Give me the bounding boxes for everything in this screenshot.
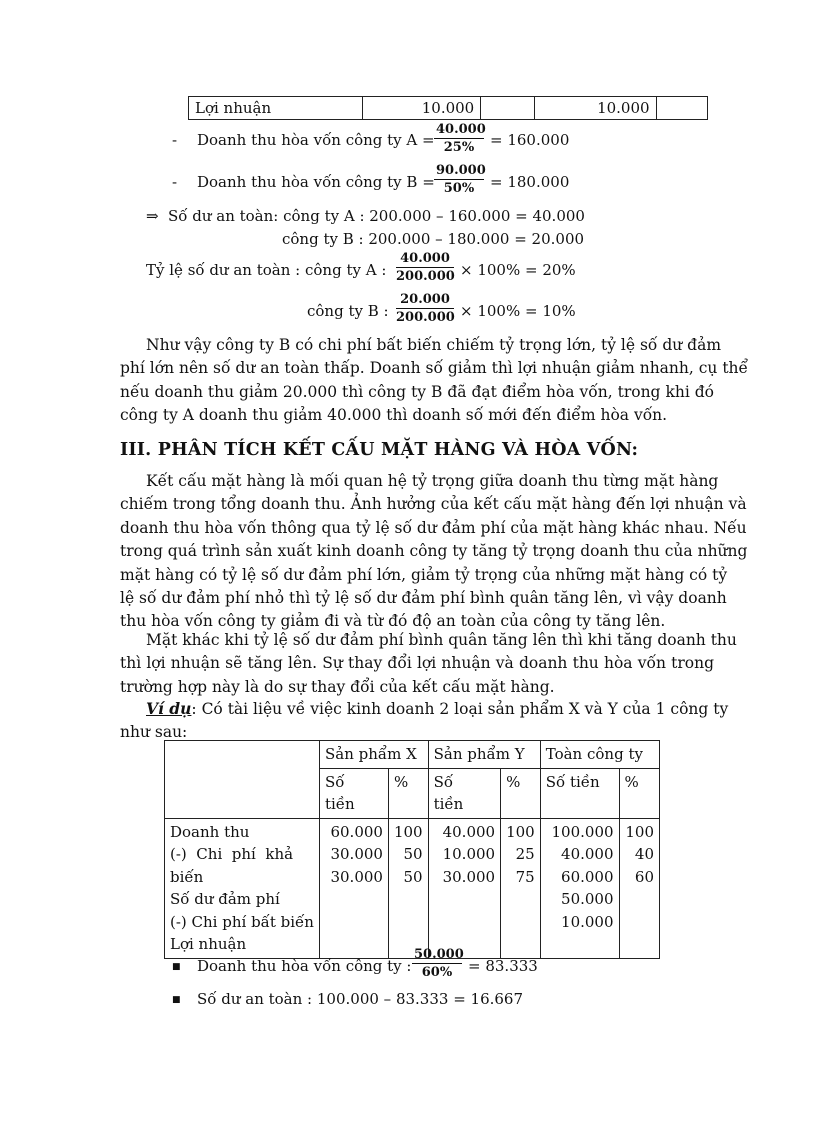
table-cell-value: 100 xyxy=(393,822,423,841)
table-cell-value: 75 xyxy=(515,867,535,886)
fraction-numerator: 20.000 xyxy=(396,292,454,309)
subheader-amount-x xyxy=(319,768,388,818)
subheader-text: Số xyxy=(324,772,345,791)
fraction-denominator: 200.000 xyxy=(396,269,455,284)
breakeven-b-label: Doanh thu hòa vốn công ty B = xyxy=(197,173,435,191)
subheader-pct-total: % xyxy=(619,768,659,818)
dash-marker: - xyxy=(172,173,178,191)
table-cell-value: 10.000 xyxy=(442,845,496,863)
table-row xyxy=(165,741,660,769)
subheader-text: tiền xyxy=(324,795,355,813)
breakeven-a-result: = 160.000 xyxy=(490,131,570,149)
text-line: Mặt khác khi tỷ lệ số dư đảm phí bình quân tăng lên thì khi tăng doanh thu xyxy=(146,631,737,649)
pct-x-cell xyxy=(388,818,428,958)
bullet-square-icon: ■ xyxy=(172,995,181,1005)
header-product-x: Sản phẩm X xyxy=(319,741,428,769)
table-row xyxy=(189,97,708,120)
subheader-amount-total: Số tiền xyxy=(540,768,619,818)
ratio-b-fraction xyxy=(396,292,454,325)
pct-total-cell xyxy=(619,818,659,958)
row-label: Doanh thu xyxy=(170,822,250,841)
safety-line-a: Số dư an toàn: công ty A : 200.000 – 160.000 = 40.000 xyxy=(168,207,585,225)
subheader-pct-y: % xyxy=(501,768,541,818)
fraction-numerator: 50.000 xyxy=(414,947,464,962)
example-label: Ví dụ xyxy=(146,699,192,718)
table-cell-value: 50.000 xyxy=(561,890,614,908)
text-line: trường hợp này là do sự thay đổi của kết cấu mặt hàng. xyxy=(120,677,555,696)
row-label: Số dư đảm phí xyxy=(170,890,280,908)
text-line: doanh thu hòa vốn thông qua tỷ lệ số dư đảm phí của mặt hàng khác nhau. Nếu xyxy=(120,518,747,537)
text-line: thì lợi nhuận sẽ tăng lên. Sự thay đổi lợi nhuận và doanh thu hòa vốn trong xyxy=(120,654,714,673)
text-line: công ty A doanh thu giảm 40.000 thì doanh số mới đến điểm hòa vốn. xyxy=(120,406,668,425)
text-line: trong quá trình sản xuất kinh doanh công ty tăng tỷ trọng doanh thu của những xyxy=(120,542,748,561)
row-label: biến xyxy=(170,867,204,886)
table-cell-value: 40.000 xyxy=(561,845,614,863)
text-line: Như vậy công ty B có chi phí bất biến chiếm tỷ trọng lớn, tỷ lệ số dư đảm xyxy=(146,336,722,354)
text-line: chiếm trong tổng doanh thu. Ảnh hưởng của kết cấu mặt hàng đến lợi nhuận và xyxy=(120,495,747,514)
fraction-denominator: 25% xyxy=(443,140,475,155)
profit-value-a: 10.000 xyxy=(363,97,481,120)
table-cell-value: 60.000 xyxy=(561,867,614,886)
table-cell-value: 50 xyxy=(403,867,423,886)
fraction-numerator: 40.000 xyxy=(436,122,486,137)
header-total: Toàn công ty xyxy=(540,741,659,769)
text-line: như sau: xyxy=(120,723,188,742)
example-intro xyxy=(120,697,729,745)
ratio-b-result: × 100% = 10% xyxy=(460,302,576,320)
implies-arrow-icon: ⇒ xyxy=(146,207,159,225)
pct-y-cell xyxy=(501,818,541,958)
table-cell-value: 100 xyxy=(625,822,654,841)
table-cell-value: 50 xyxy=(403,845,423,863)
table-cell-value: 40.000 xyxy=(442,822,496,841)
fraction-numerator: 40.000 xyxy=(396,251,454,268)
amount-total-cell xyxy=(540,818,619,958)
breakeven-a-fraction xyxy=(434,122,484,155)
fraction-denominator: 50% xyxy=(443,181,475,196)
product-table xyxy=(164,740,660,959)
table-row xyxy=(165,818,660,958)
amount-x-cell xyxy=(319,818,388,958)
ratio-label-b: công ty B : xyxy=(307,302,389,320)
breakeven-b-fraction xyxy=(434,163,484,196)
table-cell-value: 10.000 xyxy=(561,912,614,931)
row-label: (-) Chi phí bất biến xyxy=(170,912,314,931)
bullet-square-icon: ■ xyxy=(172,962,181,972)
breakeven-a-label: Doanh thu hòa vốn công ty A = xyxy=(197,131,435,149)
safety-line-b: công ty B : 200.000 – 180.000 = 20.000 xyxy=(282,230,585,248)
paragraph-product-mix xyxy=(120,470,748,634)
empty-cell xyxy=(481,97,534,120)
profit-label: Lợi nhuận xyxy=(189,97,363,120)
paragraph-conclusion xyxy=(120,334,749,428)
empty-header-cell xyxy=(165,741,320,819)
subheader-text: tiền xyxy=(433,795,464,813)
row-labels-cell xyxy=(165,818,320,958)
row-label: Lợi nhuận xyxy=(170,935,247,953)
breakeven-b-result: = 180.000 xyxy=(490,173,570,191)
table-cell-value: 100 xyxy=(506,822,535,841)
ratio-a-fraction xyxy=(396,251,454,284)
section-heading: III. PHÂN TÍCH KẾT CẤU MẶT HÀNG VÀ HÒA VỐN: xyxy=(120,440,639,460)
text-line xyxy=(120,697,729,721)
text-line: Kết cấu mặt hàng là mối quan hệ tỷ trọng giữa doanh thu từng mặt hàng xyxy=(146,472,719,490)
text-line: nếu doanh thu giảm 20.000 thì công ty B đã đạt điểm hòa vốn, trong khi đó xyxy=(120,382,714,401)
text-line: lệ số dư đảm phí nhỏ thì tỷ lệ số dư đảm phí bình quân tăng lên, vì vậy doanh xyxy=(120,589,727,608)
fraction-denominator: 200.000 xyxy=(396,310,455,325)
bullet-breakeven-fraction xyxy=(412,947,462,980)
table-cell-value: 25 xyxy=(515,845,535,863)
amount-y-cell xyxy=(428,818,500,958)
dash-marker: - xyxy=(172,131,178,149)
bullet-breakeven-result: = 83.333 xyxy=(468,957,538,975)
bullet-safety-margin: Số dư an toàn : 100.000 – 83.333 = 16.667 xyxy=(197,990,524,1008)
example-text: : Có tài liệu về việc kinh doanh 2 loại sản phẩm X và Y của 1 công ty xyxy=(191,700,729,718)
bullet-breakeven-label: Doanh thu hòa vốn công ty : xyxy=(197,957,412,975)
profit-value-b: 10.000 xyxy=(534,97,656,120)
table-cell-value: 30.000 xyxy=(330,867,383,886)
paragraph-other xyxy=(120,629,737,699)
row-label: (-) Chi phí khả xyxy=(170,845,294,863)
text-line: mặt hàng có tỷ lệ số dư đảm phí lớn, giảm tỷ trọng của những mặt hàng có tỷ xyxy=(120,565,728,584)
table-cell-value: 30.000 xyxy=(442,867,496,886)
table-cell-value: 30.000 xyxy=(330,845,383,863)
subheader-amount-y xyxy=(428,768,500,818)
text-line: phí lớn nên số dư an toàn thấp. Doanh số giảm thì lợi nhuận giảm nhanh, cụ thể xyxy=(120,359,749,378)
subheader-text: Số xyxy=(433,772,454,791)
header-product-y: Sản phẩm Y xyxy=(428,741,540,769)
text-line: thu hòa vốn công ty giảm đi và từ đó độ an toàn của công ty tăng lên. xyxy=(120,612,666,631)
ratio-label-a: Tỷ lệ số dư an toàn : công ty A : xyxy=(146,261,387,279)
table-cell-value: 100.000 xyxy=(551,822,614,841)
ratio-a-result: × 100% = 20% xyxy=(460,261,576,279)
table-cell-value: 40 xyxy=(634,845,654,863)
profit-row-table xyxy=(188,96,708,120)
empty-cell xyxy=(656,97,707,120)
table-cell-value: 60.000 xyxy=(330,822,383,841)
fraction-denominator: 60% xyxy=(421,965,453,980)
fraction-numerator: 90.000 xyxy=(436,163,486,178)
table-cell-value: 60 xyxy=(634,867,654,886)
subheader-pct-x: % xyxy=(388,768,428,818)
